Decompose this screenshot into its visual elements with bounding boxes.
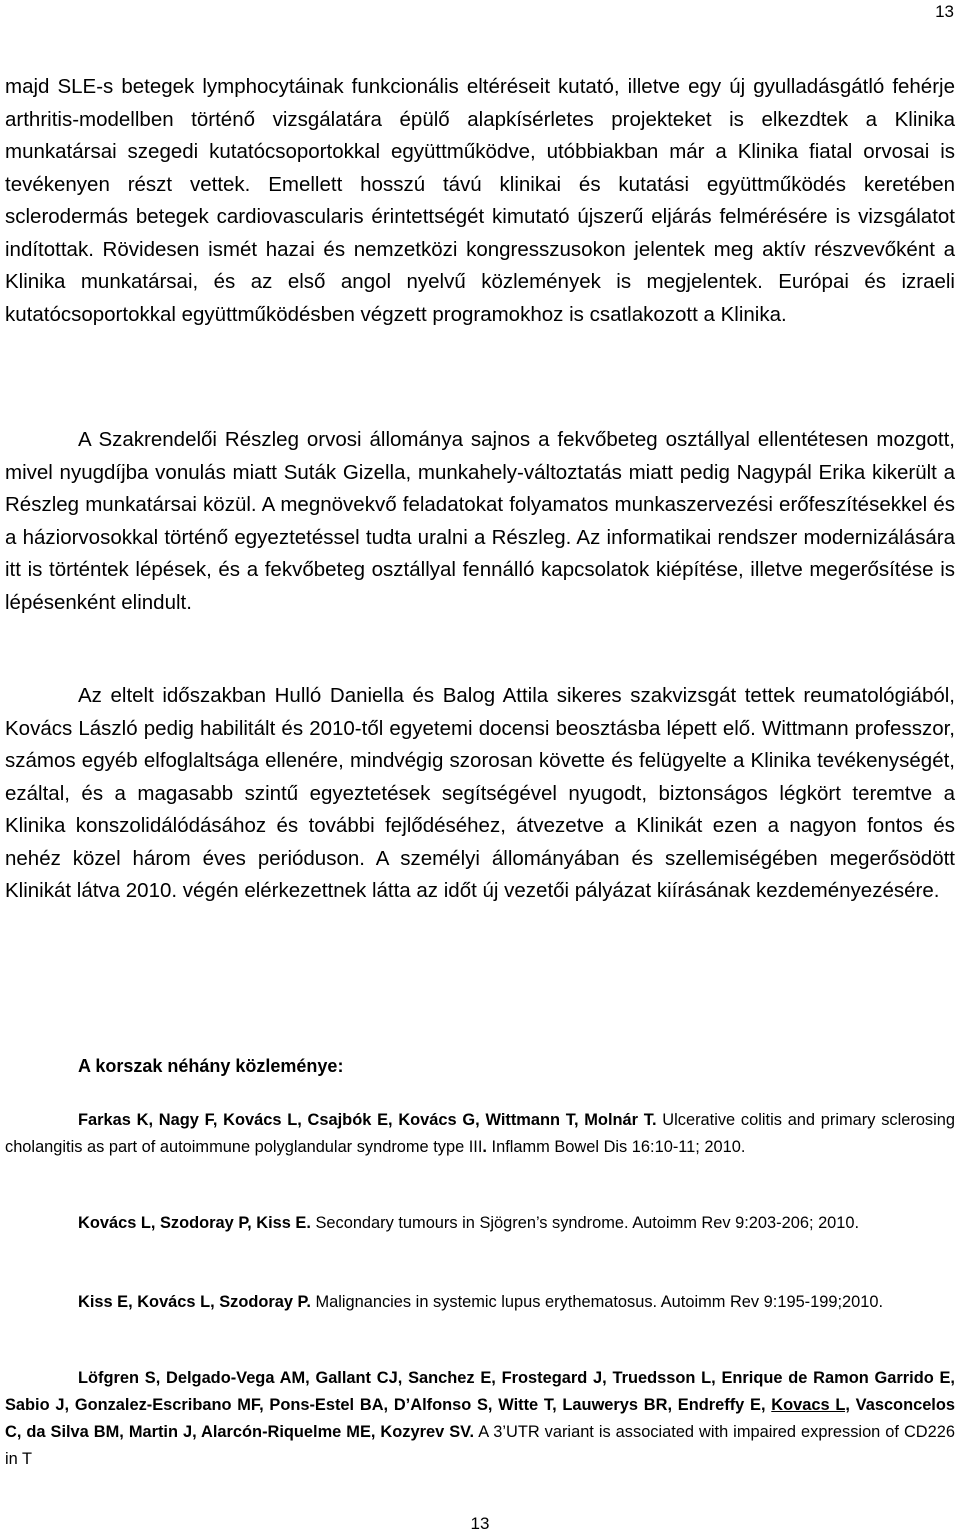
reference-title: Malignancies in systemic lupus erythematosus.: [310, 1293, 658, 1311]
section-heading-publications: A korszak néhány közleménye:: [78, 1056, 344, 1076]
reference-item: [5, 1289, 955, 1316]
reference-authors-continued: Vasconcelos C, da Silva BM, Martin J, Alarcón-Riquelme ME, Kozyrev SV.: [5, 1396, 955, 1441]
reference-authors: Farkas K, Nagy F, Kovács L, Csajbók E, Kovács G, Wittmann T, Molnár T.: [78, 1111, 657, 1129]
page-number-top: 13: [935, 2, 954, 21]
reference-authors: Kiss E, Kovács L, Szodoray P.: [78, 1293, 311, 1311]
reference-title: Ulcerative colitis and primary sclerosing cholangitis as part of autoimmune polyglandular syndrome type III: [5, 1111, 955, 1156]
paragraph-staff-changes: Az eltelt időszakban Hulló Daniella és Balog Attila sikeres szakvizsgát tettek reumatológiából, Kovács László pedig habilitált és 2010-től egyetemi docensi beosztásba lépett elő. Wittmann professzor, számos egyéb elfoglaltsága ellenére, mindvégig szorosan követte és felügyelte a Klinika tevékenységét, ezáltal, és a magasabb szintű egyeztetések segítségével nyugodt, biztonságos légkört teremtve a Klinika konszolidálódásához és további fejlődéséhez, átvezetve a Klinikát ezen a nagyon fontos és nehéz közel három éves perióduson. A személyi állományában és szellemiségében megerősödött Klinikát látva 2010. végén elérkezettnek látta az időt új vezetői pályázat kiírásának kezdeményezésére.: [5, 684, 955, 902]
reference-source: Autoimm Rev 9:195-199;2010.: [657, 1293, 884, 1311]
paragraph-research: majd SLE-s betegek lymphocytáinak funkcionális eltéréseit kutató, illetve egy új gyulladásgátló fehérje arthritis-modellben történő vizsgálatára épülő alapkísérletes projekteket is elkezdtek a Klinika munkatársai szegedi kutatócsoportokkal együttműködve, utóbbiakban már a Klinika fiatal orvosai is tevékenyen részt vettek. Emellett hosszú távú klinikai és kutatási együttműködés keretében sclerodermás betegek cardiovascularis érintettségét kimutató újszerű eljárás felmérésére is vizsgálatot indítottak. Rövidesen ismét hazai és nemzetközi kongresszusokon jelentek meg aktív részvevőként a Klinika munkatársai, és az első angol nyelvű közlemények is megjelentek. Európai és izraeli kutatócsoportokkal együttműködésben végzett programokhoz is csatlakozott a Klinika.: [5, 75, 955, 326]
reference-title-end: .: [482, 1138, 487, 1156]
paragraph-outpatient-unit: A Szakrendelői Részleg orvosi állománya sajnos a fekvőbeteg osztállyal ellentétesen mozgott, mivel nyugdíjba vonulás miatt Suták Gizella, munkahely-változtatás miatt pedig Nagypál Erika kikerült a Részleg munkatársai közül. A megnövekvő feladatokat folyamatos munkaszervezési erőfeszítésekkel és a háziorvosokkal történő egyeztetéssel tudta uralni a Részleg. Az informatikai rendszer modernizálására itt is történtek lépések, és a fekvőbeteg osztállyal fennálló kapcsolatok kiépítése, illetve megerősítése is lépésenként elindult.: [5, 428, 955, 614]
reference-title: Secondary tumours in Sjögren’s syndrome.: [310, 1214, 629, 1232]
reference-item: [5, 1107, 955, 1161]
reference-authors: Löfgren S, Delgado-Vega AM, Gallant CJ, Sanchez E, Frostegard J, Truedsson L, Enrique de Ramon Garrido E, Sabio J, Gonzalez-Escribano MF, Pons-Estel BA, D’Alfonso S, Witte T, Lauwerys BR, Endreffy E,: [5, 1369, 955, 1414]
reference-item: [5, 1210, 955, 1237]
page-number-bottom: 13: [470, 1514, 490, 1533]
reference-authors: Kovács L, Szodoray P, Kiss E.: [78, 1214, 311, 1232]
reference-item: [5, 1365, 955, 1473]
reference-source: Inflamm Bowel Dis 16:10-11; 2010.: [486, 1138, 746, 1156]
reference-source: Autoimm Rev 9:203-206; 2010.: [628, 1214, 860, 1232]
reference-author-underlined: Kovacs L,: [771, 1396, 850, 1414]
reference-title: A 3’UTR variant is associated with impaired expression of CD226 in T: [5, 1423, 955, 1468]
